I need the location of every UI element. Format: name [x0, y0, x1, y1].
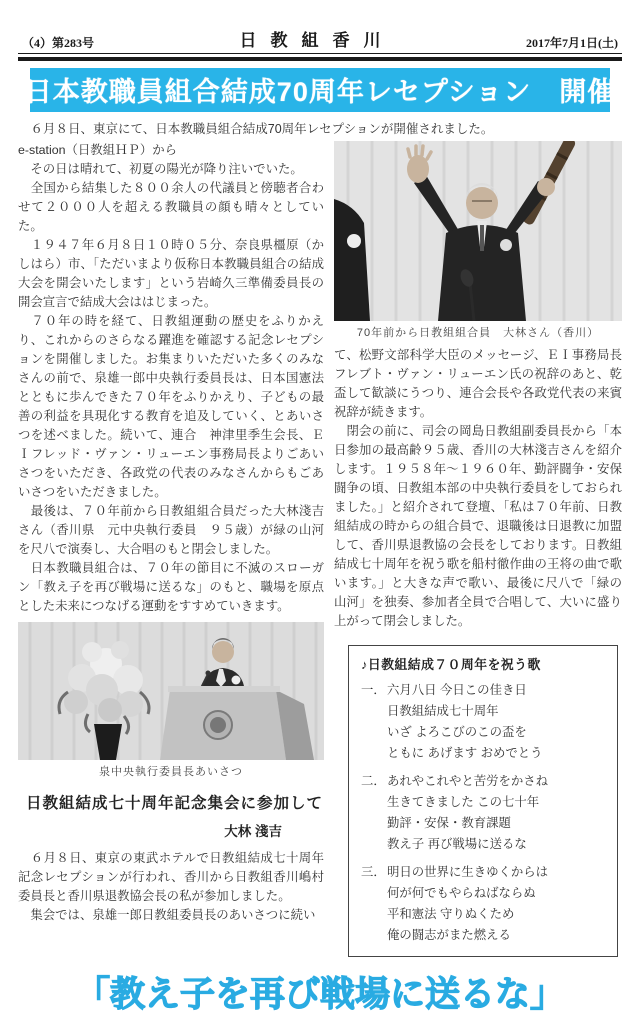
photo2-caption: 70年前から日教組組合員 大林さん（香川）: [356, 326, 600, 339]
photo-obayashi: [334, 141, 622, 321]
song-verse-2: [361, 771, 607, 855]
issue-date: 2017年7月1日(土): [525, 36, 618, 50]
page-header: [18, 26, 622, 54]
anniversary-song-box: [348, 645, 618, 957]
verse-number: 三．: [361, 864, 386, 879]
paragraph: ７０年の時を経て、日教組運動の歴史をふりかえり、これからのさらなる躍進を確認する記念レセプションを開催しました。お集まりいただいた多くのみなさんの前で、泉雄一郎中央執行委員長は、日本国憲法とともに歩んできた７０年をふりかえり、子どもの最善の利益を具現化する教育を追及していく、とあいさつを述べました。続いて、連合 神津里季生会長、ＥＩフレッド・ヴァン・リューエン事務局長よりごあいさつをいただき、各政党の代表のみなさんからもごあいさつをいただきました。: [18, 313, 324, 499]
verse-line: 生きてきました この七十年: [387, 794, 540, 809]
verse-line: 何が何でもやらねばならぬ: [387, 885, 536, 900]
source-line: e-station（日教組ＨＰ）から: [18, 142, 178, 157]
paragraph: 集会では、泉雄一郎日教組委員長のあいさつに続い: [18, 907, 316, 922]
headline-banner: [24, 68, 616, 112]
article1-continued: [334, 346, 622, 631]
song-verse-1: [361, 680, 607, 764]
song-title: ♪日教組結成７０周年を祝う歌: [361, 656, 541, 672]
headline-title: 日本教職員組合結成70周年レセプション 開催: [24, 77, 616, 107]
lead-sentence: ６月８日、東京にて、日本教職員組合結成70周年レセプションが開催されました。: [18, 121, 494, 136]
photo1-caption: 泉中央執行委員長あいさつ: [99, 765, 243, 778]
verse-line: 日教組結成七十周年: [387, 703, 499, 718]
photo-izumi-speech: [18, 622, 324, 760]
verse-line: 教え子 再び戦場に送るな: [387, 836, 527, 851]
verse-number: 一．: [361, 682, 386, 697]
verse-line: あれやこれやと苦労をかさね: [387, 773, 549, 788]
right-column: [334, 141, 622, 957]
verse-line: ともに あげます おめでとう: [387, 745, 543, 760]
paragraph: その日は晴れて、初夏の陽光が降り注いでいた。: [18, 161, 303, 176]
article1-body: [18, 160, 324, 616]
verse-line: 六月八日 今日この佳き日: [387, 682, 527, 697]
paragraph: １９４７年６月８日１０時０５分、奈良県橿原（かしはら）市、「ただいまより仮称日本教職員組合の結成大会を開会いたします」という岩崎久三準備委員長の開会宣言で結成大会ははじまった。: [18, 237, 324, 309]
verse-line: 勤評・安保・教育課題: [387, 815, 511, 830]
paragraph: 日本教職員組合は、７０年の節目に不滅のスローガン「教え子を再び戦場に送るな」のもと、職場を原点とした未来につなげる運動をすすめていきます。: [18, 560, 324, 613]
slogan-banner: 「教え子を再び戦場に送るな」: [74, 974, 565, 1014]
verse-line: いざ よろこびのこの盃を: [387, 724, 527, 739]
article2-author: 大林 淺吉: [224, 823, 282, 839]
left-column: [18, 141, 324, 957]
song-verse-3: [361, 862, 607, 946]
verse-line: 俺の闘志がまた燃える: [387, 927, 511, 942]
masthead-title: 日教組香川: [239, 31, 395, 50]
paragraph: ６月８日、東京の東武ホテルで日教組結成七十周年記念レセプションが行われ、香川から日教組香川嶋村委員長と香川県退教協会長の私が参加しました。: [18, 850, 324, 903]
header-rule: [18, 57, 622, 61]
verse-number: 二．: [361, 773, 386, 788]
paragraph: 最後は、７０年前から日教組組合員だった大林淺吉さん（香川県 元中央執行委員 ９５歳）が緑の山河を尺八で演奏し、大合唱のもと閉会しました。: [18, 503, 324, 556]
paragraph: 全国から結集した８００余人の代議員と傍聴者合わせて２０００人を超える教職員の顔も晴々としていた。: [18, 180, 324, 233]
article-columns: [18, 141, 622, 957]
paragraph: 閉会の前に、司会の岡島日教組副委員長から「本日参加の最高齢９５歳、香川の大林淺吉さんを紹介します。１９５８年～１９６０年、勤評闘争・安保闘争の頃、日教組本部の中央執行委員をしておられました。」と紹介されて登壇、「私は７０年前、日教組結成の時からの組合員で、退職後は日退教に加盟して、香川県退教協の会長をしております。日教組結成七十周年を祝う歌を船村徹作曲の王将の曲で歌います。」と大きな声で歌い、最後に尺八で「緑の山河」を独奏、参加者全員で合唱して、大いに盛り上がって閉会しました。: [334, 423, 622, 628]
verse-line: 明日の世界に生きゆくからは: [387, 864, 549, 879]
article2-heading: 日教組結成七十周年記念集会に参加して: [26, 794, 324, 812]
paragraph: て、松野文部科学大臣のメッセージ、ＥＩ事務局長フレブト・ヴァン・リューエン氏の祝辞のあと、乾盃して歓談にうつり、連合会長や各政党代表の来賓祝辞が続きます。: [334, 347, 622, 419]
article2-body: [18, 849, 324, 925]
issue-number: （4）第283号: [22, 36, 95, 50]
verse-line: 平和憲法 守りぬくため: [387, 906, 515, 921]
